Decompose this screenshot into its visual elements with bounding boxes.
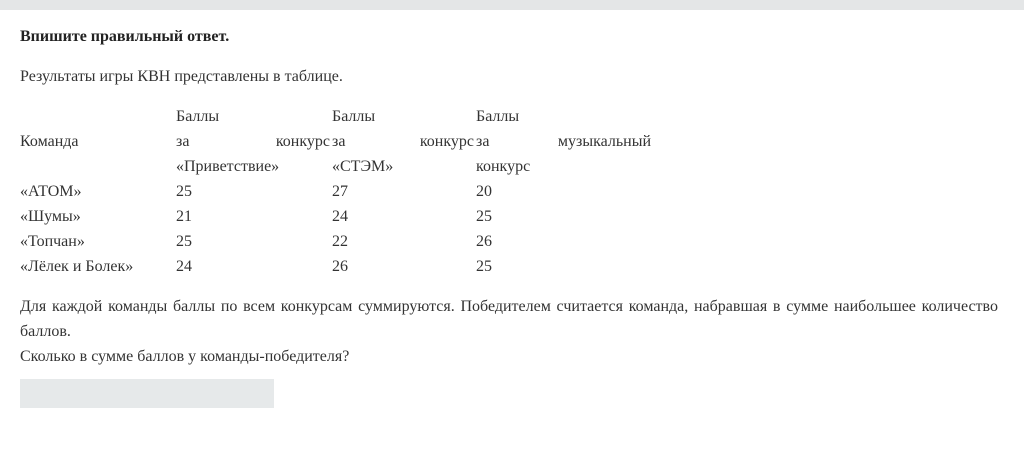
- row-score-greeting: 21: [176, 208, 192, 225]
- header-music: [476, 104, 651, 179]
- header-greeting-line2a: за: [176, 133, 190, 150]
- row-score-stem: 26: [332, 258, 348, 275]
- row-team: «АТОМ»: [20, 183, 82, 200]
- header-greeting-line1: Баллы: [176, 108, 220, 125]
- row-score-stem: 24: [332, 208, 348, 225]
- answer-input[interactable]: [20, 379, 274, 408]
- task-question: Сколько в сумме баллов у команды-победителя?: [20, 348, 350, 365]
- header-stem: [332, 104, 474, 179]
- header-music-line3: конкурс: [476, 158, 531, 175]
- header-music-line1: Баллы: [476, 108, 520, 125]
- header-greeting-line3: «Приветствие»: [176, 158, 280, 175]
- task-description: Для каждой команды баллы по всем конкурсам суммируются. Победителем считается команда, набравшая в сумме наибольшее количество баллов.: [20, 298, 998, 340]
- header-stem-line2b: конкурс: [419, 133, 474, 150]
- row-team: «Шумы»: [20, 208, 81, 225]
- header-stem-line1: Баллы: [332, 108, 376, 125]
- task-intro: Результаты игры КВН представлены в таблице.: [20, 68, 343, 85]
- results-table: [20, 104, 998, 279]
- row-score-music: 26: [476, 233, 492, 250]
- top-bar: [0, 0, 1024, 10]
- row-score-greeting: 25: [176, 183, 192, 200]
- row-team: «Лёлек и Болек»: [20, 258, 134, 275]
- header-music-line2b: музыкальный: [557, 133, 651, 150]
- row-score-music: 25: [476, 258, 492, 275]
- row-score-music: 20: [476, 183, 492, 200]
- header-greeting: [176, 104, 330, 179]
- header-greeting-line2b: конкурс: [275, 133, 330, 150]
- row-score-stem: 27: [332, 183, 348, 200]
- row-team: «Топчан»: [20, 233, 85, 250]
- header-stem-line2a: за: [332, 133, 346, 150]
- header-team: Команда: [20, 133, 79, 150]
- row-score-stem: 22: [332, 233, 348, 250]
- header-stem-line3: «СТЭМ»: [332, 158, 394, 175]
- row-score-greeting: 25: [176, 233, 192, 250]
- row-score-greeting: 24: [176, 258, 192, 275]
- task-content: [20, 24, 998, 408]
- row-score-music: 25: [476, 208, 492, 225]
- header-music-line2a: за: [476, 133, 490, 150]
- task-instruction: Впишите правильный ответ.: [20, 28, 230, 45]
